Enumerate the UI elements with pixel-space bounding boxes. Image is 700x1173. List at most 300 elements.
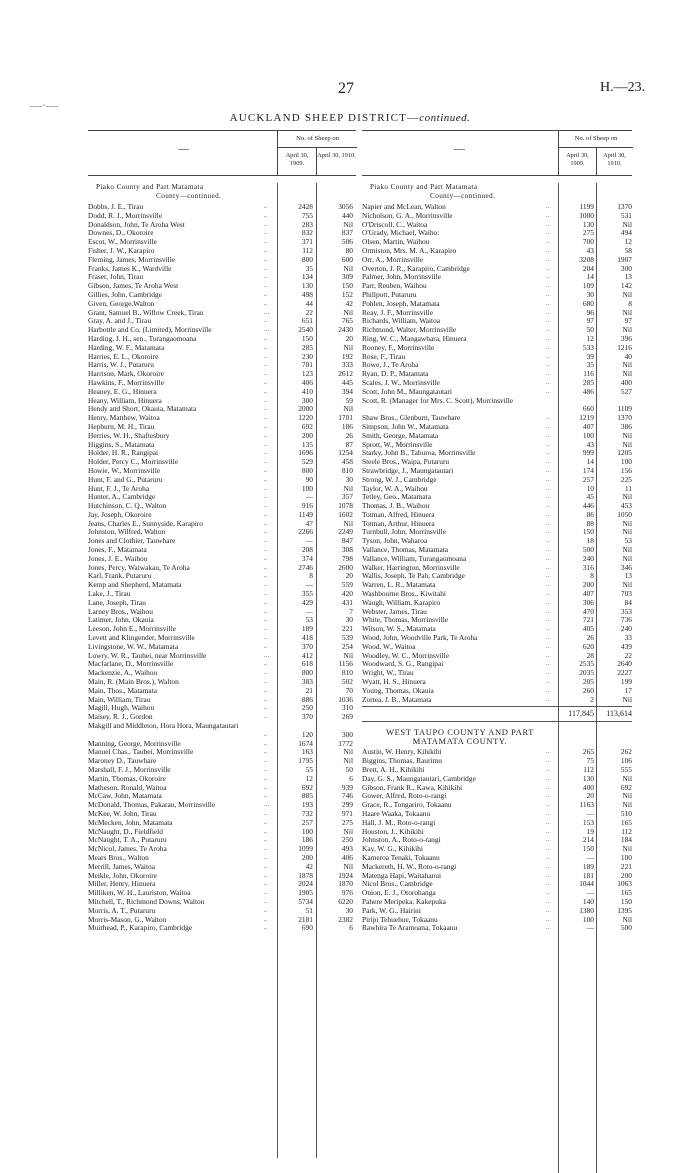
sheep-1910: 150 bbox=[341, 281, 353, 291]
section-line-2: County—continued. bbox=[430, 192, 496, 200]
sheep-1910: 300 bbox=[341, 729, 353, 739]
section-heading bbox=[362, 183, 632, 201]
table-row bbox=[88, 572, 356, 581]
table-header bbox=[88, 130, 356, 176]
table-row bbox=[88, 898, 356, 907]
owner-name: Ryan, D. P., Matamata bbox=[362, 370, 429, 379]
sheep-1910: 6 bbox=[349, 923, 353, 933]
leader-dots: .. bbox=[264, 503, 268, 510]
sheep-1910: 400 bbox=[620, 377, 632, 387]
leader-dots: .. bbox=[546, 511, 550, 518]
header-dash: — bbox=[178, 143, 189, 155]
table-row bbox=[88, 660, 356, 669]
owner-name: Dobbs, J. E., Tirau bbox=[88, 203, 144, 211]
sheep-1910: 431 bbox=[341, 597, 353, 607]
sheep-1909: 300 bbox=[301, 395, 313, 405]
sheep-1909: 2266 bbox=[298, 527, 313, 537]
sheep-1909: 2181 bbox=[298, 914, 313, 924]
section-line-1: Piako County and Part Matamata bbox=[96, 183, 204, 191]
sheep-1909: 3208 bbox=[579, 254, 594, 264]
sheep-1909: 12 bbox=[586, 333, 594, 343]
owner-name: Muirhead, P., Karapiro, Cambridge bbox=[88, 924, 193, 933]
owner-name: Hawkins, F., Morrinsville bbox=[88, 378, 164, 387]
leader-dots: ... bbox=[264, 309, 270, 316]
table-row bbox=[88, 502, 356, 511]
sheep-1910: 97 bbox=[624, 316, 632, 326]
sheep-1909: — bbox=[305, 580, 313, 590]
sheep-1909: 150 bbox=[582, 844, 594, 854]
sheep-1909: 306 bbox=[582, 597, 594, 607]
owner-name: Rawhira Te Aramoana, Tokaanu bbox=[362, 924, 458, 933]
owner-name: Donaldson, John, Te Aroha West bbox=[88, 220, 185, 229]
sheep-1909: 43 bbox=[586, 439, 594, 449]
sheep-1910: 971 bbox=[341, 808, 353, 818]
sheep-1910: 310 bbox=[341, 703, 353, 713]
sheep-1909: 1795 bbox=[298, 756, 313, 766]
table-row bbox=[88, 537, 356, 546]
owner-name: Thomas, J. B., Waihou bbox=[362, 502, 430, 511]
sheep-1909: 2024 bbox=[298, 879, 313, 889]
leader-dots: .. bbox=[264, 617, 268, 624]
leader-dots: .. bbox=[546, 863, 550, 870]
leader-dots: .. bbox=[264, 467, 268, 474]
table-row bbox=[88, 836, 356, 845]
sheep-1909: 620 bbox=[582, 641, 594, 651]
sheep-1910: 308 bbox=[341, 545, 353, 555]
leader-dots: .. bbox=[264, 538, 268, 545]
table-row bbox=[88, 238, 356, 247]
owner-name: Totman, Arthur, Hinuera bbox=[362, 519, 435, 528]
owner-name: Henry, Matthew, Waitoa bbox=[88, 414, 160, 423]
leader-dots: ... bbox=[264, 327, 270, 334]
sheep-1910: 798 bbox=[341, 553, 353, 563]
sheep-1910: 58 bbox=[624, 245, 632, 255]
sheep-1909: 529 bbox=[301, 457, 313, 467]
table-row bbox=[88, 265, 356, 274]
sheep-1909: 2428 bbox=[298, 202, 313, 211]
sheep-1910: 746 bbox=[341, 791, 353, 801]
total-row bbox=[362, 706, 632, 722]
owner-name: Hall, J. M., Roto-o-rangi bbox=[362, 818, 436, 827]
sheep-1910: 53 bbox=[624, 536, 632, 546]
col-1910: April 30, 1910. bbox=[596, 148, 632, 175]
owner-name: Taylor, W. A., Waihou bbox=[362, 484, 428, 493]
owner-name: Matheson, Ronald, Waitoa bbox=[88, 783, 167, 792]
owner-name: Piripi Tehuehue, Tokaanu bbox=[362, 915, 438, 924]
sheep-1909: 1219 bbox=[579, 413, 594, 423]
owner-name: O'Grady, Michael, Waiho: bbox=[362, 229, 440, 238]
leader-dots: .. bbox=[546, 767, 550, 774]
sheep-1910: 250 bbox=[341, 835, 353, 845]
sheep-1910: 386 bbox=[620, 421, 632, 431]
leader-dots: .. bbox=[546, 309, 550, 316]
sheep-1909: 204 bbox=[582, 263, 594, 273]
table-row bbox=[88, 405, 356, 414]
owner-name: Warren, L. R., Matamata bbox=[362, 581, 436, 590]
leader-dots: .. bbox=[546, 353, 550, 360]
sheep-1910: 20 bbox=[345, 571, 353, 581]
leader-dots: .. bbox=[264, 626, 268, 633]
total-1910: 113,614 bbox=[606, 709, 632, 719]
leader-dots: .. bbox=[546, 538, 550, 545]
owner-name: Day, G. S., Maungatautari, Cambridge bbox=[362, 774, 476, 783]
owner-name: Overton, J. R., Karapiro, Cambridge bbox=[362, 264, 470, 273]
owner-name: Grace, R., Tongariro, Tokaanu bbox=[362, 801, 452, 810]
table-row bbox=[88, 880, 356, 889]
sheep-1910: 6220 bbox=[338, 896, 353, 906]
owner-name: Pohlen, Joseph, Matamata bbox=[362, 299, 440, 308]
sheep-1910: 837 bbox=[341, 228, 353, 238]
owner-name: Hepburn, M. H., Tirau bbox=[88, 422, 155, 431]
leader-dots: .. bbox=[264, 608, 268, 615]
leader-dots: .. bbox=[264, 476, 268, 483]
table-row bbox=[88, 564, 356, 573]
sheep-1910: 300 bbox=[620, 263, 632, 273]
leader-dots: .. bbox=[546, 854, 550, 861]
sheep-1909: 28 bbox=[586, 650, 594, 660]
owner-name: Sprott, W., Morrinsville bbox=[362, 440, 433, 449]
sheep-1910: 50 bbox=[345, 765, 353, 774]
owner-name: Hunt, F. J., Te Aroha bbox=[88, 484, 150, 493]
leader-dots: .. bbox=[264, 854, 268, 861]
table-row bbox=[88, 810, 356, 819]
owner-name: Walker, Harrington, Morrinsville bbox=[362, 563, 460, 572]
sheep-1910: Nil bbox=[622, 914, 632, 924]
sheep-1910: 221 bbox=[341, 624, 353, 634]
owner-name: McNaught, D., Fieldfield bbox=[88, 827, 163, 836]
owner-name: Mitchell, T., Richmond Downs, Walton bbox=[88, 897, 205, 906]
owner-name: Larney Bros., Waihou bbox=[88, 607, 153, 616]
owner-name: Martin, Thomas, Okoroire bbox=[88, 774, 166, 783]
sheep-1909: 174 bbox=[582, 465, 594, 475]
leader-dots: .. bbox=[264, 714, 268, 721]
owner-name: Onion, E. J., Otorohanga bbox=[362, 889, 436, 898]
leader-dots: .. bbox=[264, 291, 268, 298]
owner-name: Kameroa Tenaki, Tokaanu bbox=[362, 853, 440, 862]
owner-name: Parr, Reuben, Waihou bbox=[362, 282, 427, 291]
sheep-1909: 100 bbox=[301, 483, 313, 493]
col-1909: April 30, 1909. bbox=[277, 148, 316, 175]
leader-dots: .. bbox=[546, 432, 550, 439]
sheep-1909: 400 bbox=[582, 782, 594, 792]
sheep-1910: 299 bbox=[341, 800, 353, 810]
sheep-1909: 618 bbox=[301, 659, 313, 669]
sheep-1909: 109 bbox=[582, 281, 594, 291]
table-row bbox=[88, 625, 356, 634]
owner-name: Waugh, William, Karapiro bbox=[362, 598, 441, 607]
sheep-1909: 700 bbox=[582, 237, 594, 247]
sheep-1909: 51 bbox=[305, 905, 313, 915]
leader-dots: .. bbox=[264, 846, 268, 853]
leader-dots: .. bbox=[264, 564, 268, 571]
leader-dots: .. bbox=[264, 485, 268, 492]
sheep-1910: 440 bbox=[341, 210, 353, 220]
sheep-1909: 406 bbox=[301, 377, 313, 387]
owner-name: Makgill and Middleton, Hora Hora, Maungatautari bbox=[88, 722, 239, 731]
table-row bbox=[88, 828, 356, 837]
leader-dots: .. bbox=[264, 784, 268, 791]
leader-dots: .. bbox=[264, 767, 268, 773]
leader-dots: .. bbox=[546, 265, 550, 272]
owner-name: Rose, F., Tirau bbox=[362, 352, 406, 361]
leader-dots: .. bbox=[264, 239, 268, 246]
leader-dots: .. bbox=[546, 247, 550, 254]
owner-name: Gower, Alfred, Roto-o-rangi bbox=[362, 792, 447, 801]
leader-dots: .. bbox=[264, 881, 268, 888]
owner-name: Scott, R. (Manager for Mrs. C. Scott), Morrinsville bbox=[362, 396, 514, 405]
owner-name: McCaw, John, Matamata bbox=[88, 792, 162, 801]
leader-dots: .. bbox=[546, 344, 550, 351]
table-row bbox=[88, 370, 356, 379]
sheep-1910: 186 bbox=[341, 421, 353, 431]
owner-name: Young, Thomas, Okauia bbox=[362, 686, 434, 695]
sheep-1910: 309 bbox=[341, 272, 353, 282]
table-row bbox=[88, 581, 356, 590]
leader-dots: .. bbox=[264, 204, 268, 210]
sheep-1909: 163 bbox=[301, 747, 313, 757]
sheep-1910: 500 bbox=[620, 923, 632, 933]
sheep-1909: 692 bbox=[301, 782, 313, 792]
owner-name: Biggins, Thomas, Raurimu bbox=[362, 757, 442, 766]
sheep-1910: 1109 bbox=[617, 404, 632, 414]
table-row bbox=[88, 616, 356, 625]
sheep-1909: 5734 bbox=[298, 896, 313, 906]
owner-name: Herries, W. H., Shaftesbury bbox=[88, 431, 170, 440]
owner-name: Gillies, John, Cambridge bbox=[88, 290, 162, 299]
owner-name: Jeans, Charles E., Sunnyside, Karapiro bbox=[88, 519, 203, 528]
sheep-1910: Nil bbox=[343, 307, 353, 317]
owner-name: Howie, W., Morrinsville bbox=[88, 466, 161, 475]
leader-dots: .. bbox=[546, 784, 550, 791]
table-row bbox=[88, 792, 356, 801]
leader-dots: .. bbox=[264, 212, 268, 219]
table-row bbox=[88, 353, 356, 362]
sheep-1909: 8 bbox=[309, 571, 313, 581]
sheep-1909: 39 bbox=[586, 351, 594, 361]
sheep-1909: 1044 bbox=[579, 879, 594, 889]
leader-dots: .. bbox=[264, 406, 268, 413]
owner-name: Ring, W. C., Mangawhara, Hinuera bbox=[362, 334, 467, 343]
leader-dots: .. bbox=[264, 362, 268, 369]
sheep-1910: 165 bbox=[620, 817, 632, 827]
sheep-1910: Nil bbox=[343, 404, 353, 414]
right-table bbox=[362, 130, 632, 933]
sheep-1909: 721 bbox=[582, 615, 594, 625]
owner-name: Fraser, John, Tirau bbox=[88, 273, 144, 282]
sheep-1909: 2746 bbox=[298, 562, 313, 572]
leader-dots: .. bbox=[264, 432, 268, 439]
sheep-1909: 208 bbox=[301, 545, 313, 555]
leader-dots: .. bbox=[264, 344, 268, 351]
sheep-1910: Nil bbox=[622, 289, 632, 299]
sheep-1910: 87 bbox=[345, 439, 353, 449]
leader-dots: .. bbox=[264, 520, 268, 527]
sheep-1909: 200 bbox=[301, 852, 313, 862]
sheep-1909: 112 bbox=[302, 245, 313, 255]
sheep-1909: 1163 bbox=[579, 800, 594, 810]
sheep-1910: 333 bbox=[341, 360, 353, 370]
leader-dots: .. bbox=[264, 687, 268, 694]
sheep-1910: 539 bbox=[341, 633, 353, 643]
owner-name: Wyatt, H. S., Hinuera bbox=[362, 678, 426, 687]
leader-dots: .. bbox=[264, 511, 268, 518]
owner-name: Wood, W., Waitoa bbox=[362, 642, 416, 651]
leader-dots: .. bbox=[264, 547, 268, 554]
leader-dots: .. bbox=[546, 608, 550, 615]
sheep-1910: 30 bbox=[345, 474, 353, 484]
leader-dots: .. bbox=[264, 872, 268, 879]
sheep-1909: 371 bbox=[301, 237, 313, 247]
table-row bbox=[88, 326, 356, 335]
sheep-1910: Nil bbox=[343, 219, 353, 229]
table-row bbox=[88, 599, 356, 608]
sheep-1909: 316 bbox=[582, 562, 594, 572]
owner-name: Smith, George, Matamata bbox=[362, 431, 439, 440]
leader-dots: .. bbox=[546, 415, 550, 422]
sheep-1909: 885 bbox=[301, 791, 313, 801]
owner-name: Maroney D., Tauwhare bbox=[88, 757, 157, 766]
owner-name: Main, R. (Main Bros.), Walton bbox=[88, 678, 179, 687]
table-row bbox=[88, 854, 356, 863]
owner-name: Mears Bros., Walton bbox=[88, 853, 149, 862]
sheep-1909: 45 bbox=[586, 492, 594, 502]
owner-name: Houston, J., Kihikihi bbox=[362, 827, 424, 836]
leader-dots: .. bbox=[264, 379, 268, 386]
leader-dots: .. bbox=[546, 441, 550, 448]
sheep-1909: 153 bbox=[582, 817, 594, 827]
section-line-2: County—continued. bbox=[156, 192, 222, 200]
sheep-1909: 800 bbox=[301, 465, 313, 475]
sheep-1910: 2227 bbox=[617, 668, 632, 678]
owner-name: Downes, D., Okoroire bbox=[88, 229, 154, 238]
owner-name: Main, Thos., Matamata bbox=[88, 686, 158, 695]
owner-name: Ormiston, Mrs. M. A., Karapiro bbox=[362, 246, 457, 255]
table-row bbox=[88, 801, 356, 810]
sheep-1910: 1050 bbox=[617, 509, 632, 519]
sheep-1909: 2 bbox=[590, 694, 594, 704]
owner-name: Higgins, S., Matamata bbox=[88, 440, 155, 449]
sheep-1910: 2249 bbox=[338, 527, 353, 537]
owner-name: Manuel Chas., Tauhei, Morrinsville bbox=[88, 748, 194, 757]
sheep-1909: 22 bbox=[305, 307, 313, 317]
sheep-1910: 225 bbox=[620, 474, 632, 484]
leader-dots: .. bbox=[546, 423, 550, 430]
table-row bbox=[88, 845, 356, 854]
owner-name: Simpson, John W., Matamata bbox=[362, 422, 449, 431]
leader-dots: .. bbox=[546, 379, 550, 386]
sheep-1909: 130 bbox=[301, 281, 313, 291]
leader-dots: .. bbox=[546, 802, 550, 809]
sheep-1910: 1870 bbox=[338, 879, 353, 889]
owner-name: Latimer, John, Okauia bbox=[88, 616, 154, 625]
sheep-1910: 42 bbox=[345, 298, 353, 308]
sheep-1910: 165 bbox=[620, 888, 632, 898]
leader-dots: .. bbox=[264, 670, 268, 677]
leader-dots: .. bbox=[546, 881, 550, 888]
sheep-1910: 262 bbox=[620, 747, 632, 757]
leader-dots: .. bbox=[546, 652, 550, 659]
leader-dots: .. bbox=[264, 591, 268, 598]
table-row bbox=[88, 361, 356, 370]
owner-name: Kemp and Shepherd, Matamata bbox=[88, 581, 182, 590]
leader-dots: .. bbox=[264, 335, 268, 342]
leader-dots: .. bbox=[264, 529, 268, 536]
sheep-1910: Nil bbox=[622, 791, 632, 801]
owner-name: Tetley, Geo., Matamata bbox=[362, 493, 431, 502]
sheep-1909: 800 bbox=[301, 254, 313, 264]
sheep-1910: 1924 bbox=[338, 870, 353, 880]
sheep-1910: 142 bbox=[620, 281, 632, 291]
sheep-1910: 396 bbox=[620, 333, 632, 343]
owner-name: Holder, Percy C., Morrinsville bbox=[88, 458, 179, 467]
owner-name: Given, George,Walton bbox=[88, 299, 155, 308]
owner-name: Pahere Meripeka, Kakepuka bbox=[362, 897, 446, 906]
leader-dots: .. bbox=[546, 898, 550, 905]
table-row bbox=[88, 546, 356, 555]
sheep-1910: 13 bbox=[624, 272, 632, 282]
owner-name: Miller, Henry, Hinuera bbox=[88, 880, 156, 889]
sheep-1910: 555 bbox=[620, 765, 632, 775]
sheep-1909: 205 bbox=[582, 677, 594, 687]
leader-dots: .. bbox=[264, 274, 268, 281]
owner-name: McNicol, James, Te Aroha bbox=[88, 845, 167, 854]
owner-name: Milliken, W. H., Lauriston, Waitoa bbox=[88, 889, 191, 898]
owner-name: Marshall, F. J., Morrinsville bbox=[88, 766, 171, 774]
owner-name: Mackereth, H. W., Roto-o-rangi bbox=[362, 862, 457, 871]
sheep-1910: 353 bbox=[620, 606, 632, 616]
sheep-1909: 660 bbox=[582, 404, 594, 414]
leader-dots: .. bbox=[264, 318, 268, 325]
leader-dots: .. bbox=[546, 467, 550, 474]
leader-dots: .. bbox=[264, 898, 268, 905]
sheep-1909: 116 bbox=[583, 369, 594, 379]
sheep-1909: 186 bbox=[301, 835, 313, 845]
table-row bbox=[88, 203, 356, 212]
right-rows-2 bbox=[362, 748, 632, 933]
owner-name: Palmer, John, Morrinsville bbox=[362, 273, 441, 282]
document-reference: H.—23. bbox=[600, 80, 646, 95]
owner-name: Wright, W., Tirau bbox=[362, 669, 414, 678]
sheep-1909: — bbox=[305, 492, 313, 502]
sheep-1909: 47 bbox=[305, 518, 313, 528]
owner-name: Jones, J. E., Waihou bbox=[88, 554, 148, 563]
table-row bbox=[88, 907, 356, 916]
sheep-1909: 20 bbox=[586, 791, 594, 801]
owner-name: Woodward, S. G., Rangipai bbox=[362, 660, 444, 669]
table-row bbox=[88, 221, 356, 230]
table-row bbox=[88, 344, 356, 353]
left-table bbox=[88, 130, 356, 933]
owner-name: Hendy and Short, Okauia, Matamata bbox=[88, 405, 197, 414]
sheep-1909: — bbox=[586, 809, 594, 818]
sheep-1910: 1602 bbox=[338, 509, 353, 519]
leader-dots: .. bbox=[546, 221, 550, 228]
left-rows bbox=[88, 203, 356, 933]
sheep-1909: 44 bbox=[305, 298, 313, 308]
sheep-1910: 1063 bbox=[617, 879, 632, 889]
table-row bbox=[88, 282, 356, 291]
owner-name: White, Thomas, Morrinsville bbox=[362, 616, 449, 625]
table-row bbox=[88, 397, 356, 406]
owner-name: Harrison, Mark, Okoroire bbox=[88, 370, 164, 379]
leader-dots: .. bbox=[264, 441, 268, 448]
sheep-1910: 240 bbox=[620, 624, 632, 634]
sheep-1910: 199 bbox=[620, 677, 632, 687]
sheep-1910: 100 bbox=[620, 852, 632, 862]
sheep-1910: 17 bbox=[624, 685, 632, 695]
sheep-1909: 429 bbox=[301, 597, 313, 607]
sheep-1909: 50 bbox=[586, 325, 594, 335]
